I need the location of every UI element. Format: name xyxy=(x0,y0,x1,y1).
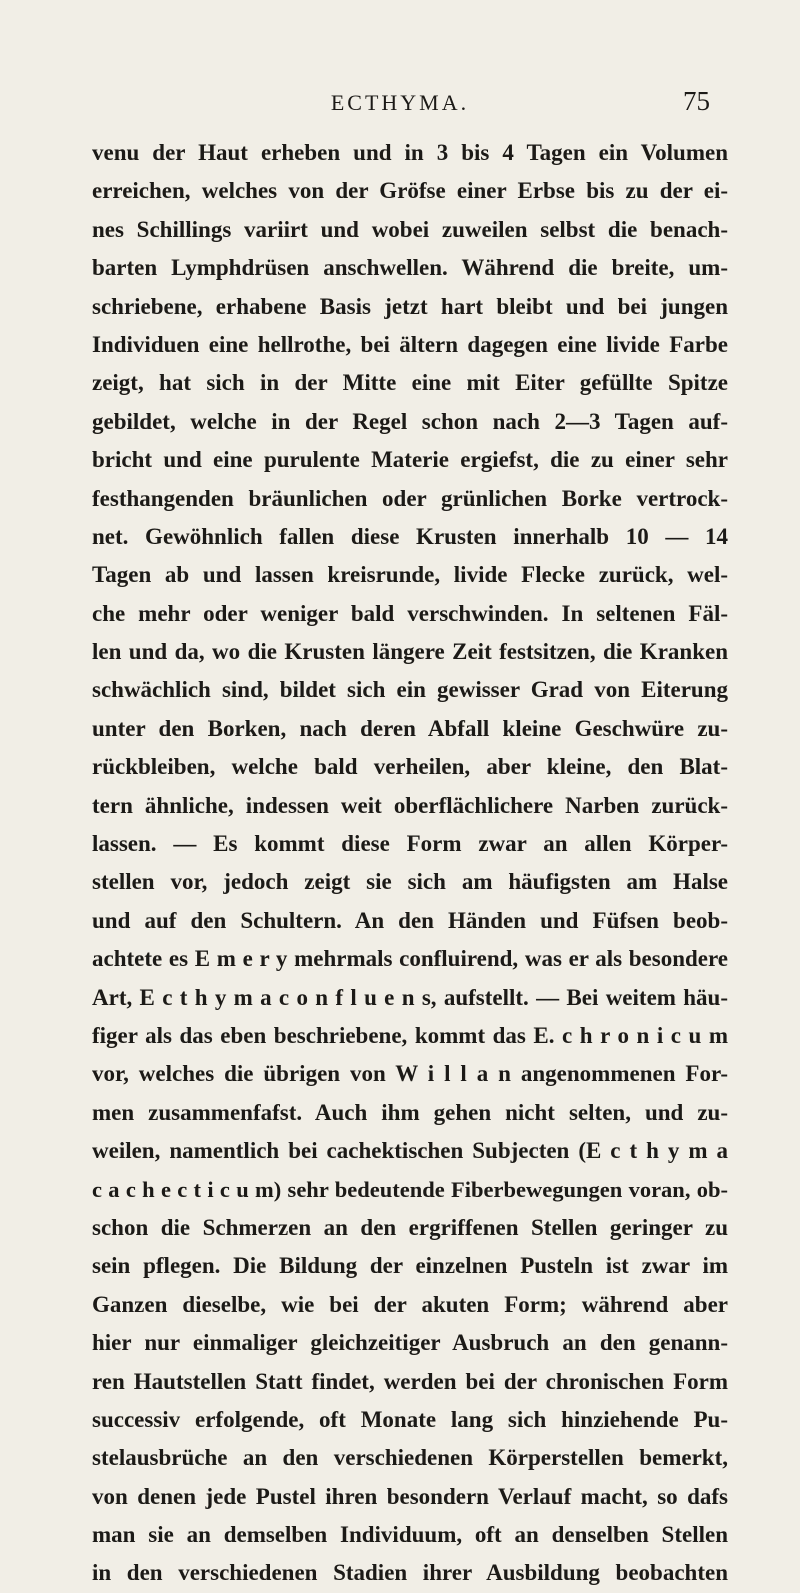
text-line: in den verschiedenen Stadien ihrer Ausbildung beobachten xyxy=(92,1560,728,1586)
text-line: schon die Schmerzen an den ergriffenen Stellen geringer zu xyxy=(92,1214,728,1240)
text-line: Individuen eine hellrothe, bei ältern dagegen eine livide Farbe xyxy=(92,331,728,357)
text-line: festhangenden bräunlichen oder grünlichen Borke vertrock- xyxy=(92,485,728,511)
text-line: c a c h e c t i c u m) sehr bedeutende Fiberbewegungen voran, ob- xyxy=(92,1176,728,1202)
text-line: barten Lymphdrüsen anschwellen. Während die breite, um- xyxy=(92,255,728,281)
text-line: net. Gewöhnlich fallen diese Krusten innerhalb 10 — 14 xyxy=(92,523,728,549)
text-line: stellen vor, jedoch zeigt sie sich am häufigsten am Halse xyxy=(92,869,728,895)
text-line: erreichen, welches von der Gröfse einer Erbse bis zu der ei- xyxy=(92,178,728,204)
text-line: rückbleiben, welche bald verheilen, aber kleine, den Blat- xyxy=(92,754,728,780)
text-line: len und da, wo die Krusten längere Zeit festsitzen, die Kranken xyxy=(92,639,728,665)
text-line: hier nur einmaliger gleichzeitiger Ausbruch an den genann- xyxy=(92,1330,728,1356)
text-line: von denen jede Pustel ihren besondern Verlauf macht, so dafs xyxy=(92,1483,728,1509)
text-line: schwächlich sind, bildet sich ein gewisser Grad von Eiterung xyxy=(92,677,728,703)
text-line: bricht und eine purulente Materie ergiefst, die zu einer sehr xyxy=(92,447,728,473)
text-line: und auf den Schultern. An den Händen und Füfsen beob- xyxy=(92,907,728,933)
text-line: stelausbrüche an den verschiedenen Körperstellen bemerkt, xyxy=(92,1445,728,1471)
text-line: lassen. — Es kommt diese Form zwar an allen Körper- xyxy=(92,831,728,857)
text-line: achtete es E m e r y mehrmals confluirend, was er als besondere xyxy=(92,946,728,972)
text-line: unter den Borken, nach deren Abfall kleine Geschwüre zu- xyxy=(92,715,728,741)
text-line: man sie an demselben Individuum, oft an denselben Stellen xyxy=(92,1522,728,1548)
running-head xyxy=(0,68,800,116)
text-line: sein pflegen. Die Bildung der einzelnen Pusteln ist zwar im xyxy=(92,1253,728,1279)
text-line: successiv erfolgende, oft Monate lang sich hinziehende Pu- xyxy=(92,1406,728,1432)
body-text xyxy=(92,134,728,1593)
text-line: ren Hautstellen Statt findet, werden bei der chronischen Form xyxy=(92,1368,728,1394)
text-line: Tagen ab und lassen kreisrunde, livide Flecke zurück, wel- xyxy=(92,562,728,588)
text-line: gebildet, welche in der Regel schon nach 2—3 Tagen auf- xyxy=(92,408,728,434)
page-number: 75 xyxy=(683,86,710,116)
text-line: men zusammenfafst. Auch ihm gehen nicht selten, und zu- xyxy=(92,1099,728,1125)
text-line: zeigt, hat sich in der Mitte eine mit Eiter gefüllte Spitze xyxy=(92,370,728,396)
text-line: figer als das eben beschriebene, kommt das E. c h r o n i c u m xyxy=(92,1022,728,1048)
text-line: che mehr oder weniger bald verschwinden. In seltenen Fäl- xyxy=(92,600,728,626)
text-line: vor, welches die übrigen von W i l l a n angenommenen For- xyxy=(92,1061,728,1087)
text-line: weilen, namentlich bei cachektischen Subjecten (E c t h y m a xyxy=(92,1138,728,1164)
text-line: schriebene, erhabene Basis jetzt hart bleibt und bei jungen xyxy=(92,293,728,319)
text-line: nes Schillings variirt und wobei zuweilen selbst die benach- xyxy=(92,216,728,242)
text-line: venu der Haut erheben und in 3 bis 4 Tagen ein Volumen xyxy=(92,140,728,165)
text-line: Ganzen dieselbe, wie bei der akuten Form; während aber xyxy=(92,1291,728,1317)
text-line: tern ähnliche, indessen weit oberflächlichere Narben zurück- xyxy=(92,792,728,818)
running-title: ECTHYMA. xyxy=(330,90,470,115)
text-line: Art, E c t h y m a c o n f l u e n s, aufstellt. — Bei weitem häu- xyxy=(92,984,728,1010)
